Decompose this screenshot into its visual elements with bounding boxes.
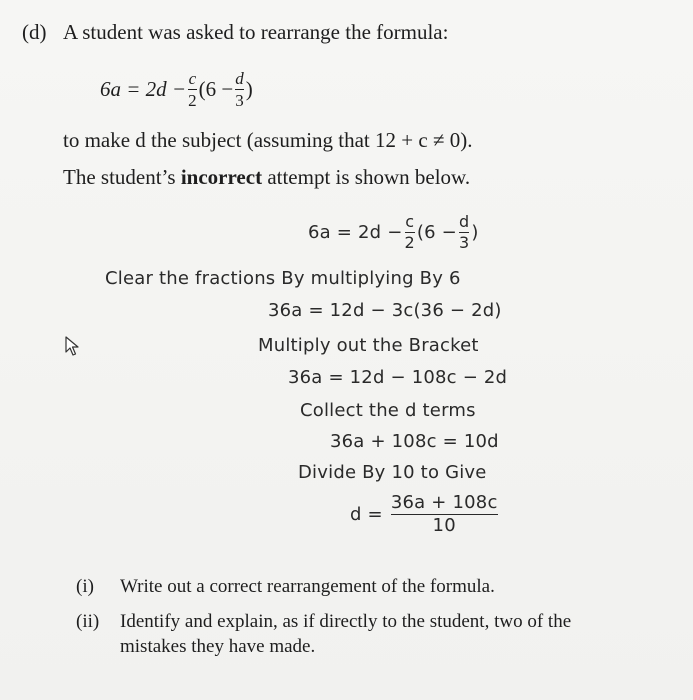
formula-fraction-d-over-3	[235, 70, 244, 109]
question-label: (d)	[22, 20, 47, 44]
formula-inner-num: d	[235, 69, 244, 88]
hand-step-3: Collect the d terms	[300, 400, 476, 421]
part-i-label: (i)	[76, 576, 94, 597]
formula-fraction-c-over-2	[188, 70, 197, 109]
hand-eq5-fraction	[391, 494, 498, 535]
hand-fraction-c-over-2	[405, 214, 415, 251]
hand-frac-den: 2	[404, 233, 415, 252]
formula-frac-num: c	[188, 69, 197, 88]
part-ii-label: (ii)	[76, 611, 100, 632]
formula-inner-den: 3	[235, 91, 244, 110]
hand-eq-2: 36a = 12d − 3c(36 − 2d)	[268, 300, 502, 321]
formula-close: )	[245, 77, 253, 101]
hand-eq-3: 36a = 12d − 108c − 2d	[288, 367, 508, 388]
part-ii-text: Identify and explain, as if directly to the student, two of the	[120, 611, 572, 632]
mouse-pointer-icon	[65, 336, 81, 356]
hand-step-2: Multiply out the Bracket	[258, 335, 479, 356]
hand-line1-lhs: 6a = 2d −	[308, 222, 403, 243]
hand-line1-close: )	[471, 222, 479, 243]
hand-fraction-d-over-3	[459, 214, 469, 251]
hand-eq5-num: 36a + 108c	[390, 492, 498, 513]
hand-eq-4: 36a + 108c = 10d	[330, 431, 499, 452]
attempt-intro-post: attempt is shown below.	[262, 165, 471, 189]
printed-formula	[100, 70, 253, 109]
part-ii-text-cont: mistakes they have made.	[120, 636, 316, 657]
formula-frac-den: 2	[188, 91, 197, 110]
subject-line: to make d the subject (assuming that 12 + c ≠ 0).	[63, 128, 473, 152]
formula-lhs: 6a = 2d −	[100, 77, 187, 101]
hand-eq5-lhs: d =	[350, 504, 383, 525]
hand-frac-den2: 3	[458, 233, 470, 252]
question-prompt: A student was asked to rearrange the formula:	[63, 20, 449, 44]
hand-frac-num2: d	[459, 212, 470, 231]
formula-open: (6 −	[198, 77, 234, 101]
attempt-intro-bold: incorrect	[180, 165, 263, 189]
attempt-intro	[63, 165, 470, 190]
hand-step-1: Clear the fractions By multiplying By 6	[105, 268, 461, 289]
attempt-intro-pre: The student’s	[63, 165, 181, 189]
hand-eq-5	[350, 494, 500, 535]
hand-step-4: Divide By 10 to Give	[298, 462, 487, 483]
hand-eq5-den: 10	[432, 515, 456, 536]
hand-line-1	[308, 214, 479, 251]
hand-line1-mid: (6 −	[416, 222, 457, 243]
hand-frac-num: c	[405, 212, 415, 231]
part-i-text: Write out a correct rearrangement of the formula.	[120, 576, 495, 597]
